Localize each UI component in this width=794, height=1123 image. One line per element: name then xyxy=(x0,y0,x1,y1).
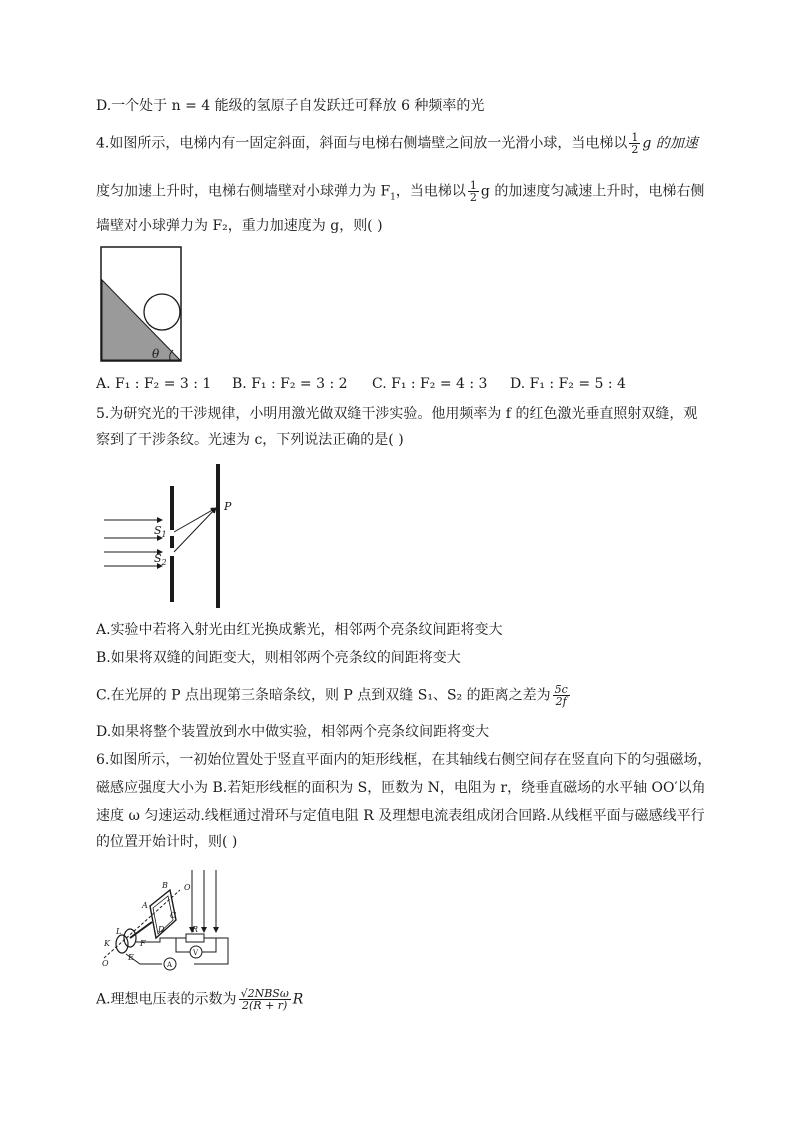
q6-stem-line2: 磁感应强度大小为 B.若矩形线框的面积为 S，匝数为 N，电阻为 r，绕垂直磁场的水平轴 OO′以角 xyxy=(96,780,706,796)
svg-text:A: A xyxy=(142,901,148,910)
q4-option-c: C. F₁ : F₂ = 4 : 3 xyxy=(372,376,488,392)
svg-text:V: V xyxy=(193,949,199,957)
svg-text:C: C xyxy=(170,911,177,920)
label-s2: $S_2$ xyxy=(154,552,167,567)
q5-stem-line2: 察到了干涉条纹。光速为 c，下列说法正确的是( ) xyxy=(96,432,404,448)
slit-barrier-top xyxy=(170,486,174,530)
svg-text:B: B xyxy=(162,881,168,890)
q3-option-d: D.一个处于 n = 4 能级的氢原子自发跃迁可释放 6 种频率的光 xyxy=(96,98,485,114)
theta-label: θ xyxy=(152,347,160,361)
resistor xyxy=(186,934,204,942)
fraction: $\frac{1}{2}$ xyxy=(469,179,477,204)
ray-s1-p xyxy=(174,508,216,532)
circuit-wire xyxy=(136,938,228,964)
screen xyxy=(216,464,220,608)
fraction: $\frac{\text{√2NBSω}}{2(R + r)}$ xyxy=(240,987,289,1012)
slit-barrier-bottom xyxy=(170,556,174,602)
q4-stem-line1: 4.如图所示，电梯内有一固定斜面，斜面与电梯右侧墙壁之间放一光滑小球，当电梯以 $\frac{1}{2}$ g 的加速 xyxy=(96,131,698,156)
q4-elevator-figure xyxy=(100,246,184,364)
fraction: $\frac{5c}{2f}$ xyxy=(554,683,568,708)
q6-stem-line1: 6.如图所示，一初始位置处于竖直平面内的矩形线框，在其轴线右侧空间存在竖直向下的匀强磁场， xyxy=(96,752,712,768)
slit-barrier-mid xyxy=(170,536,174,548)
q5-stem-line1: 5.为研究光的干涉规律，小明用激光做双缝干涉实验。他用频率为 f 的红色激光垂直照射双缝，观 xyxy=(96,406,698,422)
svg-text:A: A xyxy=(167,961,173,969)
q4-stem-line2: 度匀加速上升时，电梯右侧墙壁对小球弹力为 $F_1$，当电梯以 $\frac{1}{2}$ g 的加速度匀减速上升时，电梯右侧 xyxy=(96,179,705,204)
q4-text: 4.如图所示，电梯内有一固定斜面，斜面与电梯右侧墙壁之间放一光滑小球，当电梯以 xyxy=(96,135,628,152)
q6-stem-line3: 速度 ω 匀速运动.线框通过滑环与定值电阻 R 及理想电流表组成闭合回路.从线框平面与磁感线平行 xyxy=(96,808,705,824)
svg-text:L: L xyxy=(116,927,122,936)
q4-option-b: B. F₁ : F₂ = 3 : 2 xyxy=(232,376,348,392)
q6-stem-line4: 的位置开始计时，则( ) xyxy=(96,834,238,850)
q5-double-slit-figure xyxy=(104,464,244,608)
svg-text:K: K xyxy=(104,939,110,948)
svg-text:F: F xyxy=(140,939,146,948)
q6-generator-figure xyxy=(100,868,240,976)
svg-text:O: O xyxy=(102,959,109,968)
svg-text:D: D xyxy=(158,925,165,934)
label-p: P xyxy=(224,500,232,513)
q6-option-a: A.理想电压表的示数为 $\frac{\text{√2NBSω}}{2(R + r)}$ R xyxy=(96,987,304,1012)
ray-s2-p xyxy=(174,508,216,552)
q5-option-b: B.如果将双缝的间距变大，则相邻两个亮条纹的间距将变大 xyxy=(96,650,461,666)
svg-text:R: R xyxy=(192,925,199,934)
label-s1: $S_1$ xyxy=(154,524,167,539)
ball xyxy=(144,294,180,330)
q4-stem-line3: 墙壁对小球弹力为 F₂，重力加速度为 g，则( ) xyxy=(96,218,383,234)
q5-option-a: A.实验中若将入射光由红光换成紫光，相邻两个亮条纹间距将变大 xyxy=(96,622,503,638)
fraction: $\frac{1}{2}$ xyxy=(631,131,639,156)
q5-option-d: D.如果将整个装置放到水中做实验，相邻两个亮条纹间距将变大 xyxy=(96,724,490,740)
q4-option-a: A. F₁ : F₂ = 3 : 1 xyxy=(96,376,212,392)
q5-option-c: C.在光屏的 P 点出现第三条暗条纹，则 P 点到双缝 S₁、S₂ 的距离之差为 $\frac{5c}{2f}$ xyxy=(96,683,568,708)
svg-text:E: E xyxy=(128,953,134,962)
q4-option-d: D. F₁ : F₂ = 5 : 4 xyxy=(510,376,626,392)
svg-text:O: O xyxy=(184,883,191,892)
